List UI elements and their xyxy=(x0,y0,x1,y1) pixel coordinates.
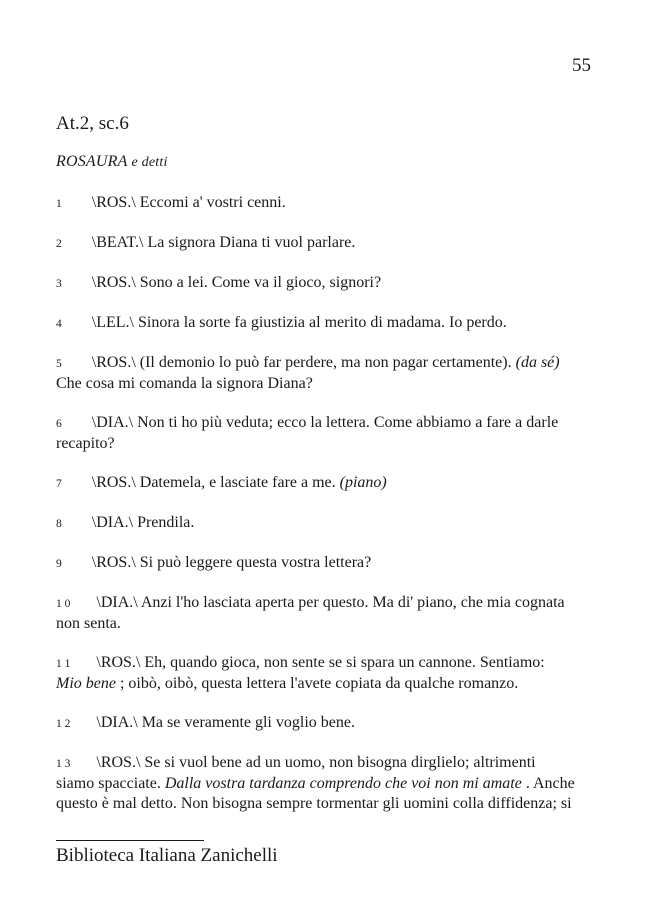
dialogue-line xyxy=(56,473,596,494)
line-text: Si può leggere questa vostra lettera? xyxy=(139,554,372,571)
page-number: 55 xyxy=(572,55,591,76)
speaker: \BEAT.\ xyxy=(91,234,144,251)
line-text: Anzi l'ho lasciata aperta per questo. Ma di' piano, che mia cognata xyxy=(140,594,565,611)
dialogue-line xyxy=(56,413,596,454)
cast-main: ROSAURA xyxy=(56,153,128,170)
line-continuation: non senta. xyxy=(56,615,121,632)
line-text: Datemela, e lasciate fare a me. xyxy=(139,474,336,491)
dialogue-line xyxy=(56,653,596,694)
line-continuation: questo è mal detto. Non bisogna sempre tormentar gli uomini colla diffidenza; si xyxy=(56,795,572,812)
footer-rule xyxy=(56,840,204,841)
speaker: \ROS.\ xyxy=(96,754,141,771)
line-continuation: Che cosa mi comanda la signora Diana? xyxy=(56,375,313,392)
line-number: 1 xyxy=(56,198,62,210)
quoted-italic: Mio bene xyxy=(56,675,116,692)
speaker: \DIA.\ xyxy=(96,594,138,611)
act-scene-heading: At.2, sc.6 xyxy=(56,113,129,134)
line-number: 8 xyxy=(56,518,62,530)
line-number: 4 xyxy=(56,318,62,330)
line-number: 1 2 xyxy=(56,718,71,730)
speaker: \ROS.\ xyxy=(91,194,136,211)
dialogue-line xyxy=(56,233,596,254)
line-number: 3 xyxy=(56,278,62,290)
speaker: \DIA.\ xyxy=(91,414,134,431)
quoted-italic: Dalla vostra tardanza comprendo che voi non mi amate xyxy=(164,775,522,792)
line-number: 5 xyxy=(56,358,62,370)
line-text: Prendila. xyxy=(137,514,195,531)
line-number: 1 3 xyxy=(56,758,71,770)
dialogue-line xyxy=(56,753,596,814)
dialogue-line xyxy=(56,193,596,214)
line-continuation: siamo spacciate. xyxy=(56,775,165,792)
speaker: \DIA.\ xyxy=(96,714,138,731)
line-text: Non ti ho più veduta; ecco la lettera. Come abbiamo a fare a darle xyxy=(137,414,559,431)
speaker: \ROS.\ xyxy=(91,554,136,571)
line-number: 2 xyxy=(56,238,62,250)
line-number: 9 xyxy=(56,558,62,570)
speaker: \ROS.\ xyxy=(91,474,136,491)
dialogue-line xyxy=(56,593,596,634)
dialogue-line xyxy=(56,273,596,294)
cast-rest: e detti xyxy=(131,155,168,170)
dialogue-line xyxy=(56,353,596,394)
line-continuation: ; oibò, oibò, questa lettera l'avete copiata da qualche romanzo. xyxy=(115,675,519,692)
speaker: \ROS.\ xyxy=(91,354,136,371)
line-number: 1 1 xyxy=(56,658,71,670)
speaker: \ROS.\ xyxy=(96,654,141,671)
line-continuation: . Anche xyxy=(521,775,575,792)
dialogue-line xyxy=(56,713,596,734)
stage-direction: (da sé) xyxy=(515,354,560,371)
speaker: \LEL.\ xyxy=(91,314,134,331)
line-number: 1 0 xyxy=(56,598,71,610)
line-text: Ma se veramente gli voglio bene. xyxy=(141,714,355,731)
footer-publisher: Biblioteca Italiana Zanichelli xyxy=(56,845,278,866)
scene-cast xyxy=(56,153,168,171)
line-number: 6 xyxy=(56,418,62,430)
line-continuation: recapito? xyxy=(56,435,115,452)
line-text: Eh, quando gioca, non sente se si spara un cannone. Sentiamo: xyxy=(144,654,545,671)
line-text: (Il demonio lo può far perdere, ma non pagar certamente). xyxy=(139,354,512,371)
speaker: \DIA.\ xyxy=(91,514,134,531)
dialogue-line xyxy=(56,313,596,334)
line-text: Sono a lei. Come va il gioco, signori? xyxy=(139,274,382,291)
line-text: Se si vuol bene ad un uomo, non bisogna dirglielo; altrimenti xyxy=(144,754,536,771)
line-text: La signora Diana ti vuol parlare. xyxy=(147,234,356,251)
dialogue-line xyxy=(56,513,596,534)
line-text: Eccomi a' vostri cenni. xyxy=(139,194,286,211)
line-text: Sinora la sorte fa giustizia al merito di madama. Io perdo. xyxy=(137,314,507,331)
line-number: 7 xyxy=(56,478,62,490)
stage-direction: (piano) xyxy=(339,474,387,491)
speaker: \ROS.\ xyxy=(91,274,136,291)
dialogue-line xyxy=(56,553,596,574)
